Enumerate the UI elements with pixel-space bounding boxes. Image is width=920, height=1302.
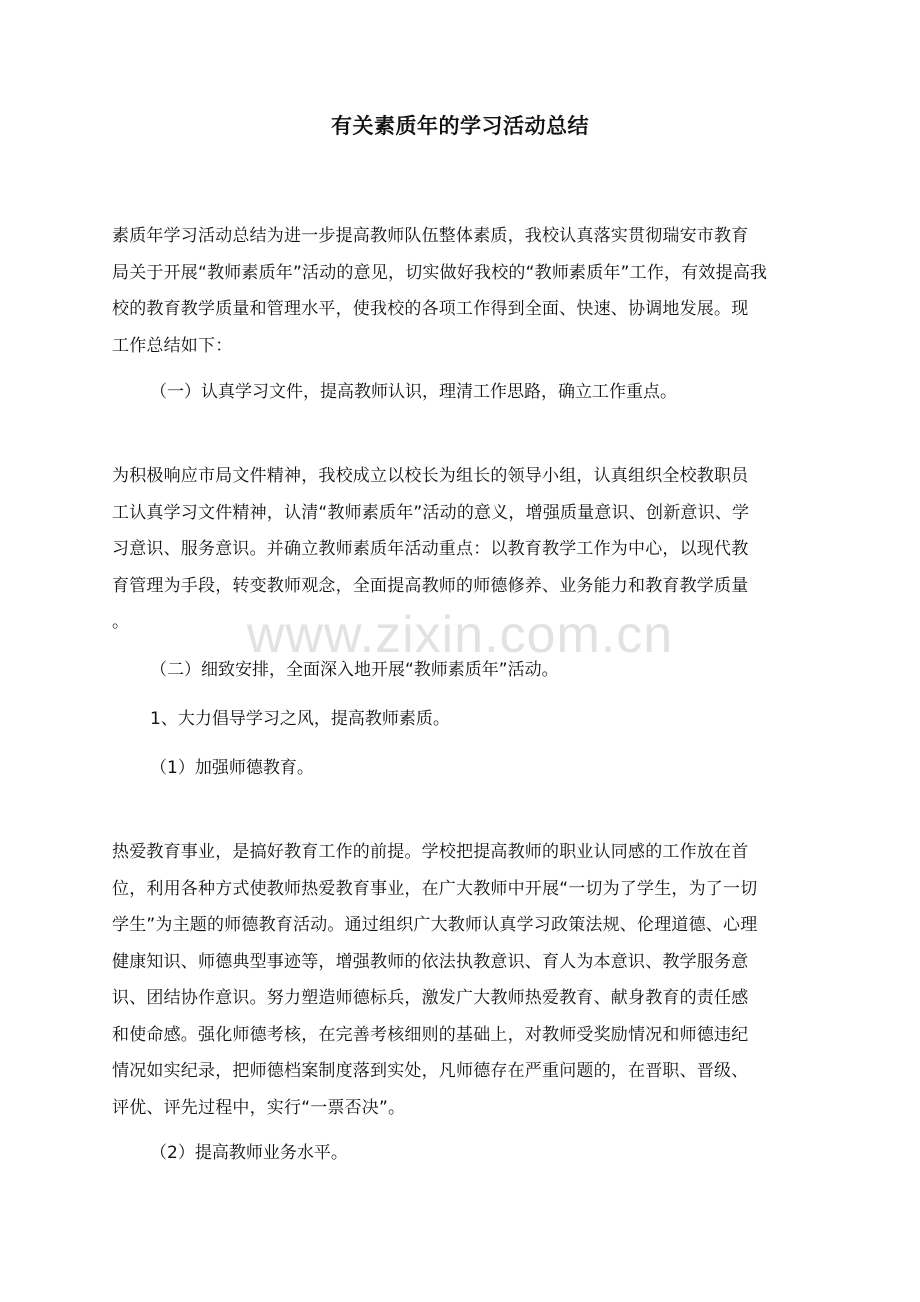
item-1-1-paragraph: 热爱教育事业，是搞好教育工作的前提。学校把提高教师的职业认同感的工作放在首 位，利用各种方式使教师热爱教育事业，在广大教师中开展“一切为了学生，为了一切 学生”为主题的师德教育活动。通过组织广大教师认真学习政策法规、伦理道德、心理 健康知识、师德典型事迹等，增强教师的依法执教意识、育人为本意识、教学服务意 识、团结协作意识。努力塑造师德标兵，激发广大教师热爱教育、献身教育的责任感 和使命感。强化师德考核，在完善考核细则的基础上，对教师受奖励情况和师德违纪 情况如实纪录，把师德档案制度落到实处，凡师德存在严重问题的，在晋职、晋级、 评优、评先过程中，实行“一票否决”。 (112, 842, 758, 1118)
item-1-1-heading: （1）加强师德教育。 (150, 758, 314, 778)
intro-paragraph: 素质年学习活动总结为进一步提高教师队伍整体素质，我校认真落实贯彻瑞安市教育 局关于开展“教师素质年”活动的意见，切实做好我校的“教师素质年”工作，有效提高我 校的教育教学质量和管理水平，使我校的各项工作得到全面、快速、协调地发展。现 工作总结如下： (112, 226, 768, 356)
section-1-paragraph: 为积极响应市局文件精神，我校成立以校长为组长的领导小组，认真组织全校教职员 工认真学习文件精神，认清“教师素质年”活动的意义，增强质量意识、创新意识、学 习意识、服务意识。并确立教师素质年活动重点：以教育教学工作为中心，以现代教 育管理为手段，转变教师观念，全面提高教师的师德修养、业务能力和教育教学质量 。 (112, 466, 750, 632)
section-1-heading: （一）认真学习文件，提高教师认识，理清工作思路，确立工作重点。 (150, 382, 677, 402)
watermark-text: www.zixin.com.cn (246, 606, 674, 664)
item-1-heading: 1、大力倡导学习之风，提高教师素质。 (150, 709, 450, 729)
document-title: 有关素质年的学习活动总结 (331, 114, 589, 138)
item-1-2-heading: （2）提高教师业务水平。 (150, 1143, 348, 1163)
section-2-heading: （二）细致安排，全面深入地开展“教师素质年”活动。 (150, 660, 559, 680)
